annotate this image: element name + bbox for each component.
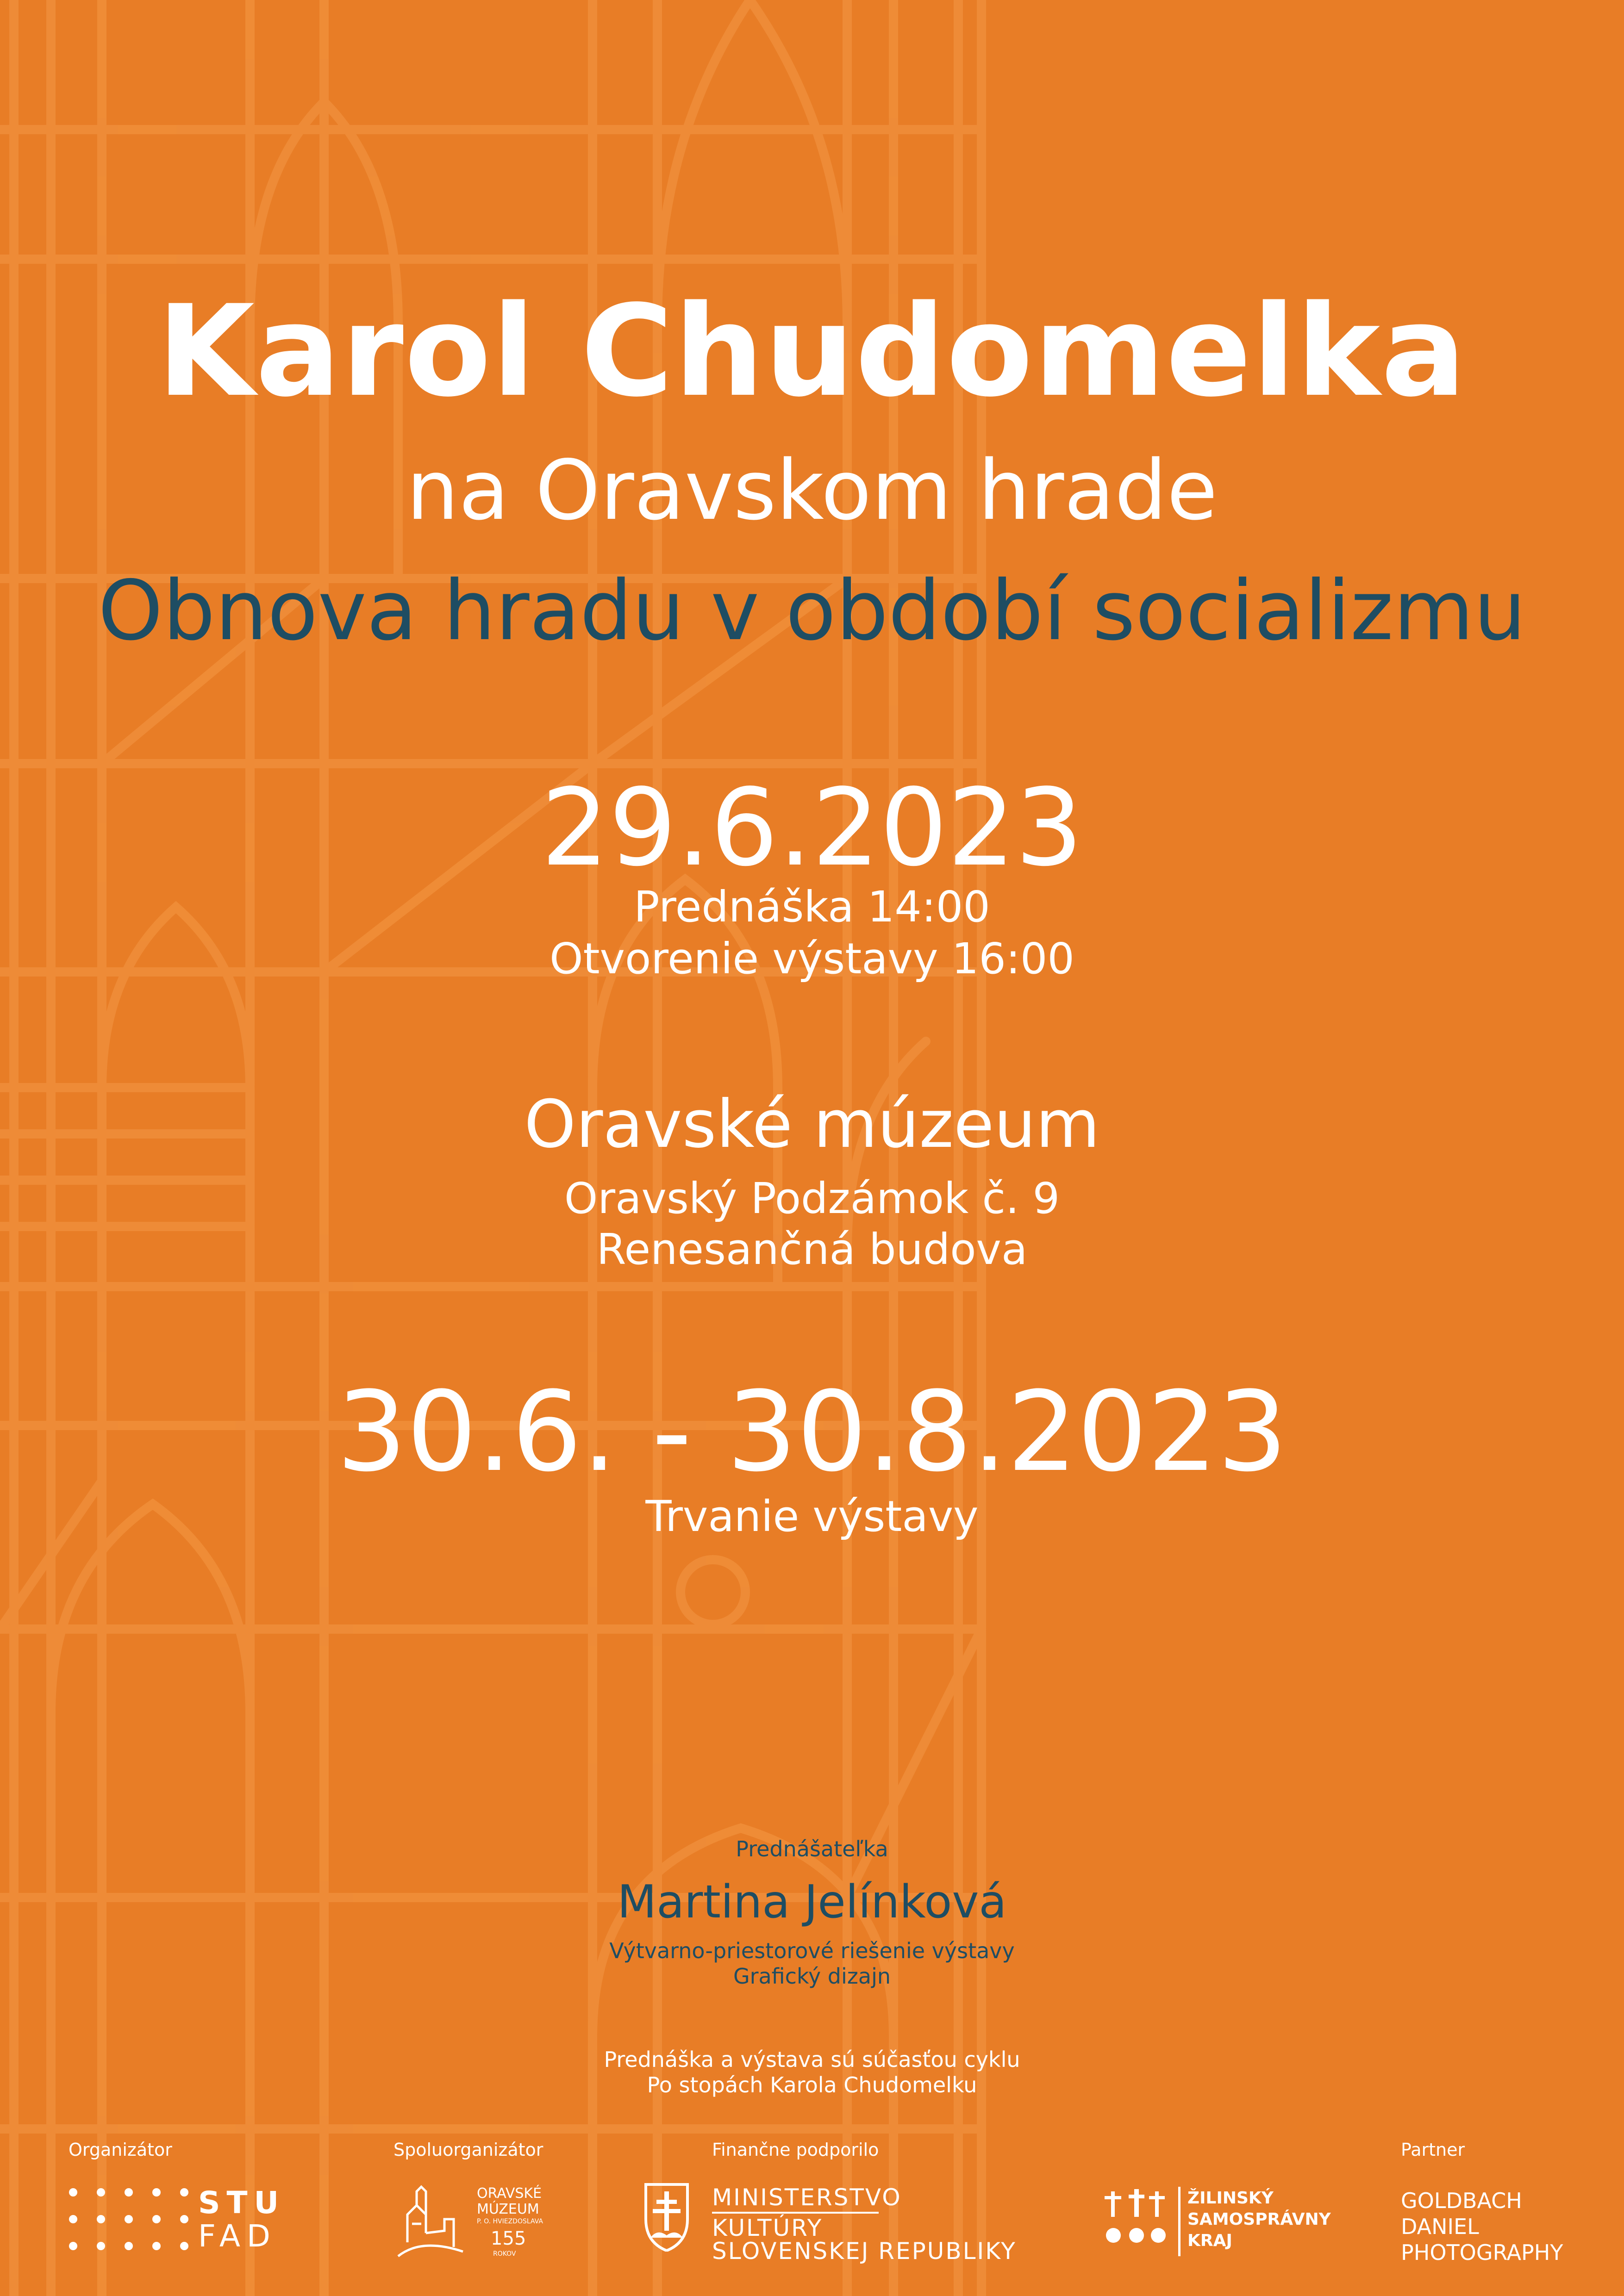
oravske-muzeum-logo [394,2182,551,2265]
goldbach-photography-logo [1401,2188,1595,2267]
exhibition-duration-label: Trvanie výstavy [645,1492,979,1541]
lecture-time: Prednáška 14:00 [634,882,990,932]
museum-name-line1: ORAVSKÉ [477,2185,542,2202]
event-date: 29.6.2023 [541,766,1083,890]
partner-line3: PHOTOGRAPHY [1401,2240,1563,2265]
venue-building: Renesančná budova [596,1225,1028,1274]
region-emblem-icon [1102,2184,1171,2254]
poster-theme: Obnova hradu v období socializmu [98,563,1526,659]
venue-name: Oravské múzeum [524,1086,1100,1163]
dot-grid-icon [69,2187,198,2252]
opening-time: Otvorenie výstavy 16:00 [550,934,1074,983]
museum-name-line2: MÚZEUM [477,2201,539,2217]
castle-icon [394,2182,468,2261]
coat-of-arms-icon [643,2182,690,2252]
organizer-label: Organizátor [69,2140,172,2160]
lecturer-label: Prednášateľka [736,1836,888,1861]
museum-name-line3: P. O. HVIEZDOSLAVA [477,2218,543,2225]
region-divider [1178,2187,1181,2256]
partner-label: Partner [1401,2140,1465,2160]
museum-years: 155 [491,2228,526,2249]
ministry-line3: SLOVENSKEJ REPUBLIKY [712,2238,1017,2265]
lecturer-credit-graphic: Grafický dizajn [733,1964,891,1989]
ministry-line1: MINISTERSTVO [712,2184,902,2211]
lecturer-name: Martina Jelínková [617,1876,1007,1929]
stu-text: STU [198,2185,286,2221]
museum-years-label: ROKOV [493,2250,516,2258]
ministry-line2: KULTÚRY [712,2215,823,2241]
cycle-name: Po stopách Karola Chudomelku [647,2072,977,2097]
coorganizer-label: Spoluorganizátor [394,2140,543,2160]
zilina-region-logo [1102,2184,1331,2263]
partner-line2: DANIEL [1401,2214,1479,2239]
funding-label: Finančne podporilo [712,2140,879,2160]
lecturer-credit-design: Výtvarno-priestorové riešenie výstavy [609,1938,1015,1963]
ministry-divider [712,2212,879,2214]
region-line3: KRAJ [1187,2231,1232,2250]
fad-text-line: FAD [198,2218,277,2254]
venue-address: Oravský Podzámok č. 9 [564,1174,1060,1223]
region-line1: ŽILINSKÝ [1187,2189,1274,2208]
poster-title: Karol Chudomelka [157,279,1467,425]
region-line2: SAMOSPRÁVNY [1187,2210,1331,2229]
partner-line1: GOLDBACH [1401,2188,1522,2213]
exhibition-dates: 30.6. - 30.8.2023 [336,1368,1288,1496]
cycle-note: Prednáška a výstava sú súčasťou cyklu [604,2047,1020,2072]
ministry-culture-logo [643,2182,1017,2265]
poster-subtitle: na Oravskom hrade [406,442,1218,538]
